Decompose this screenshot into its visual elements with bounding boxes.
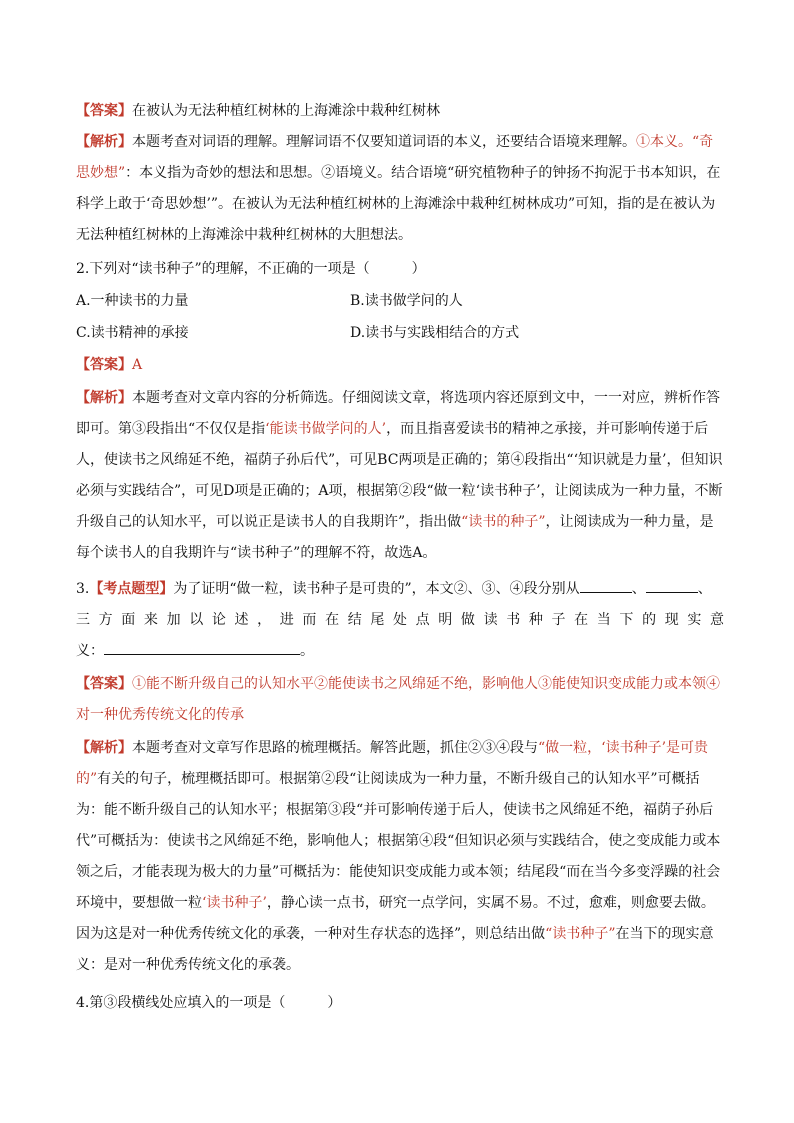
analysis-1 xyxy=(76,127,724,251)
analysis-3 xyxy=(76,733,724,981)
analysis-2 xyxy=(76,383,724,569)
separator: 、 xyxy=(697,581,712,597)
analysis-highlight: ①本义。“奇思 xyxy=(76,134,714,181)
analysis-highlight: ‘读书种子’ xyxy=(202,895,267,911)
analysis-text: ，让阅读成为一种力量，是每个读书人的自我期许与“读书种子”的理解不符，故选A。 xyxy=(76,514,714,561)
analysis-text: ，静心读一点书，研究一点学问，实属不易。不过，愈难，则愈要去做。因为这是对一种优秀传统文化的承袭，一种对生存状态的选择”，则总结出做 xyxy=(76,895,715,942)
analysis-tag: 【解析】 xyxy=(76,740,132,756)
question-stem: 2.下列对“读书种子”的理解，不正确的一项是（ ） xyxy=(76,261,426,277)
period: 。 xyxy=(300,643,314,659)
question-number: 3. xyxy=(76,581,90,597)
answer-blank-3[interactable] xyxy=(104,638,300,655)
question-type-tag: 【考点题型】 xyxy=(89,581,174,597)
analysis-text: 本题考查对词语的理解。理解词语不仅要知道词语的本义，还要结合语境来理解。 xyxy=(132,134,636,150)
analysis-tag: 【解析】 xyxy=(76,134,132,150)
analysis-highlight: ‘能读书做学问的人’ xyxy=(265,421,387,437)
analysis-highlight: “读书种子” xyxy=(545,926,616,942)
question-stem: 4.第③段横线处应填入的一项是（ ） xyxy=(76,995,342,1011)
separator: 、 xyxy=(631,581,646,597)
analysis-highlight: “做一粒，‘读书种子’是可贵的” xyxy=(76,740,709,787)
answer-blank-2[interactable] xyxy=(646,576,698,593)
question-stem-line: 三方面来加以论述，进而在结尾处点明做读书种子在当下的现实意 xyxy=(76,612,724,628)
analysis-text: 在当下的现实意义：是对一种优秀传统文化的承袭。 xyxy=(76,926,714,973)
answer-tag: 【答案】 xyxy=(76,676,132,692)
answer-3 xyxy=(76,669,724,731)
analysis-highlight: 妙想” xyxy=(90,165,126,181)
analysis-text: 有关的句子，梳理概括即可。根据第②段“让阅读成为一种力量，不断升级自己的认知水平”可概括为：能不断升级自己的认知水平；根据第③段“并可影响传递于后人，使读书之风绵延不绝，福荫子孙后代”可概括为：使读书之风绵延不绝，影响他人；根据第④段“但知识必须与实践结合，使之变成能力或本领之后，才能表现为极大的力量”可概括为：能使知识变成能力或本领；结尾段“而在当今多变浮躁的社会环境中，要想做一粒 xyxy=(76,771,721,911)
answer-text: 在被认为无法种植红树林的上海滩涂中栽种红树林 xyxy=(132,103,440,119)
answer-tag: 【答案】 xyxy=(76,103,132,119)
analysis-tag: 【解析】 xyxy=(76,390,132,406)
analysis-text: ，而且指喜爱读书的精神之承接，并可影响传递于后人，使读书之风绵延不绝，福荫子孙后代”，可见BC两项是正确的；第④段指出“‘知识就是力量’，但知识必须与实践结合”，可见D项是正确的；A项，根据第②段“做一粒‘读书种子’，让阅读成为一种力量，不断升级自己的认知水平，可以说正是读书人的自我期许”，指出做 xyxy=(76,421,723,530)
answer-tag: 【答案】 xyxy=(76,357,132,373)
answer-2 xyxy=(76,350,724,381)
answer-blank-1[interactable] xyxy=(580,576,632,593)
answer-1 xyxy=(76,96,724,127)
option-b[interactable]: B.读书做学问的人 xyxy=(350,293,463,309)
option-d[interactable]: D.读书与实践相结合的方式 xyxy=(350,325,520,341)
option-a[interactable]: A.一种读书的力量 xyxy=(76,293,189,309)
answer-text: ①能不断升级自己的认知水平②能使读书之风绵延不绝，影响他人③能使知识变成能力或本领④对一种优秀传统文化的传承 xyxy=(76,676,720,723)
question-stem: 义： xyxy=(76,643,104,659)
answer-text: A xyxy=(132,357,143,373)
analysis-text: 本题考查对文章写作思路的梳理概括。解答此题，抓住②③④段与 xyxy=(132,740,538,756)
question-2-stem xyxy=(76,254,724,285)
question-3 xyxy=(76,574,724,667)
question-stem: 为了证明“做一粒，读书种子是可贵的”，本文②、③、④段分别从 xyxy=(173,581,580,597)
analysis-text: ：本义指为奇妙的想法和思想。②语境义。结合语境“研究植物种子的钟扬不拘泥于书本知识，在科学上敢于‘奇思妙想’”。在被认为无法种植红树林的上海滩涂中栽种红树林成功”可知，指的是在被认为无法种植红树林的上海滩涂中栽种红树林的大胆想法。 xyxy=(76,165,721,243)
analysis-text: 本题考查对文章内容的分析筛选。仔细阅读文章，将选项内容还原到文中，一一对应，辨析作答即可。第③段指出“不仅仅是指 xyxy=(76,390,720,437)
analysis-highlight: “读书的种子” xyxy=(461,514,546,530)
option-c[interactable]: C.读书精神的承接 xyxy=(76,325,189,341)
question-4 xyxy=(76,988,724,1019)
